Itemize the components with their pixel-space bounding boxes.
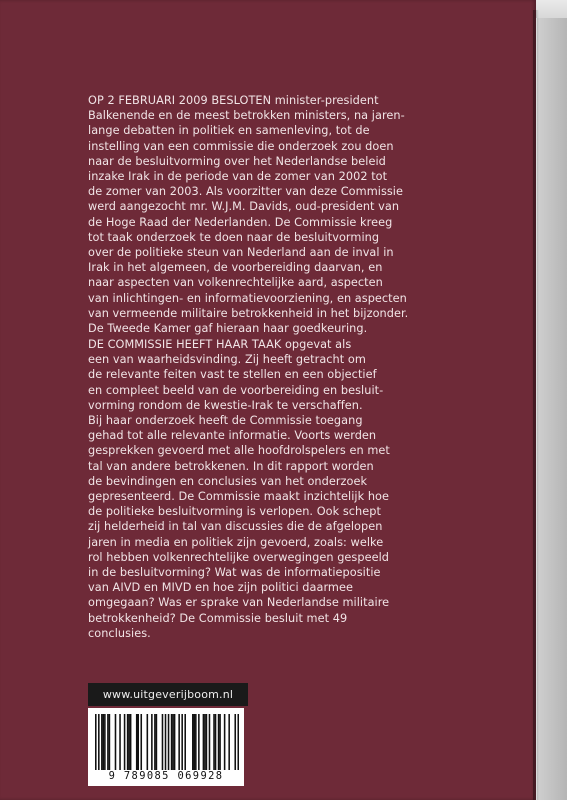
barcode-bar [124,714,126,770]
blurb-paragraph-2: DE COMMISSIE HEEFT HAAR TAAK opgevat als een van waarheidsvinding. Zij heeft getracht om de relevante feiten vast te stellen en een objectief en compleet beeld van de voorbereiding en besluit- vorming rondom de kwestie-Irak te verschaffen. Bij haar onderzoek heeft de Commissie toegang gehad tot alle relevante informatie. Voorts werden gesprekken gevoerd met alle hoofdrolspelers en met tal van andere betrokkenen. In dit rapport worden de bevindingen en conclusies van het onderzoek gepresenteerd. De Commissie maakt inzichtelijk hoe de politieke besluitvorming is verlopen. Ook schept zij helderheid in tal van discussies die de afgelopen jaren in media en politiek zijn gevoerd, zoals: welke rol hebben volkenrechtelijke overwegingen gespeeld in de besluitvorming? Wat was de informatiepositie van AIVD en MIVD en hoe zijn politici daarmee omgegaan? Was er sprake van Nederlandse militaire betrokkenheid? De Commissie besluit met 49 conclusies. [88,338,390,640]
barcode-bar [165,714,167,770]
barcode-bar [171,714,173,770]
barcode-bar [215,714,217,770]
barcode-bar [107,714,109,770]
barcode-bar [104,714,106,770]
barcode-bar [219,714,221,770]
barcode-bar [203,714,205,770]
barcode-bar [213,714,215,770]
barcode-bar [198,714,200,770]
barcode-bar [130,714,132,770]
publisher-website: www.uitgeverijboom.nl [88,683,248,706]
spine-shadow [533,10,539,800]
barcode-bar [147,714,149,770]
barcode-bar [172,714,174,770]
barcode-bar [194,714,196,770]
barcode-bar [228,714,230,770]
blurb-paragraph-1: OP 2 FEBRUARI 2009 BESLOTEN minister-president Balkenende en de meest betrokken ministers, na jaren- lange debatten in politiek en samenleving, tot de instelling van een commissie die onderzoek zou doen naar de besluitvorming over het Nederlandse beleid inzake Irak in de periode van de zomer van 2002 tot de zomer van 2003. Als voorzitter van deze Commissie werd aangezocht mr. W.J.M. Davids, oud-president van de Hoge Raad der Nederlanden. De Commissie kreeg tot taak onderzoek te doen naar de besluitvorming over de politieke steun van Nederland aan de inval in Irak in het algemeen, de voorbereiding daarvan, en naar aspecten van volkenrechtelijke aard, aspecten van inlichtingen- en informatievoorziening, en aspecten van vermeende militaire betrokkenheid in het bijzonder. De Tweede Kamer gaf hieraan haar goedkeuring. [88,94,409,336]
isbn-number: 9 789085 069928 [108,770,224,782]
barcode-bar [137,714,139,770]
barcode-bar [237,714,239,770]
barcode-bar [162,714,164,770]
barcode-bars-icon [95,714,239,770]
barcode-bar [224,714,226,770]
barcode-bar [184,714,186,770]
barcode-bar [151,714,153,770]
barcode-bar [178,714,180,770]
barcode-bar [234,714,236,770]
barcode-bar [218,714,220,770]
barcode-bar [136,714,138,770]
barcode-bar [209,714,211,770]
barcode-bar [206,714,208,770]
isbn-barcode [88,708,244,786]
barcode-bar [192,714,194,770]
barcode-bar [101,714,103,770]
barcode-bar [174,714,176,770]
book-page-edge [537,18,567,800]
barcode-bar [168,714,170,770]
barcode-bar [156,714,158,770]
barcode-bar [128,714,130,770]
barcode-bar [115,714,117,770]
barcode-bar [127,714,129,770]
barcode-bar [119,714,121,770]
barcode-bar [103,714,105,770]
barcode-bar [109,714,111,770]
barcode-bar [140,714,142,770]
barcode-bar [95,714,97,770]
barcode-bar [98,714,100,770]
barcode-bar [181,714,183,770]
barcode-bar [195,714,197,770]
barcode-bar [204,714,206,770]
barcode-bar [154,714,156,770]
